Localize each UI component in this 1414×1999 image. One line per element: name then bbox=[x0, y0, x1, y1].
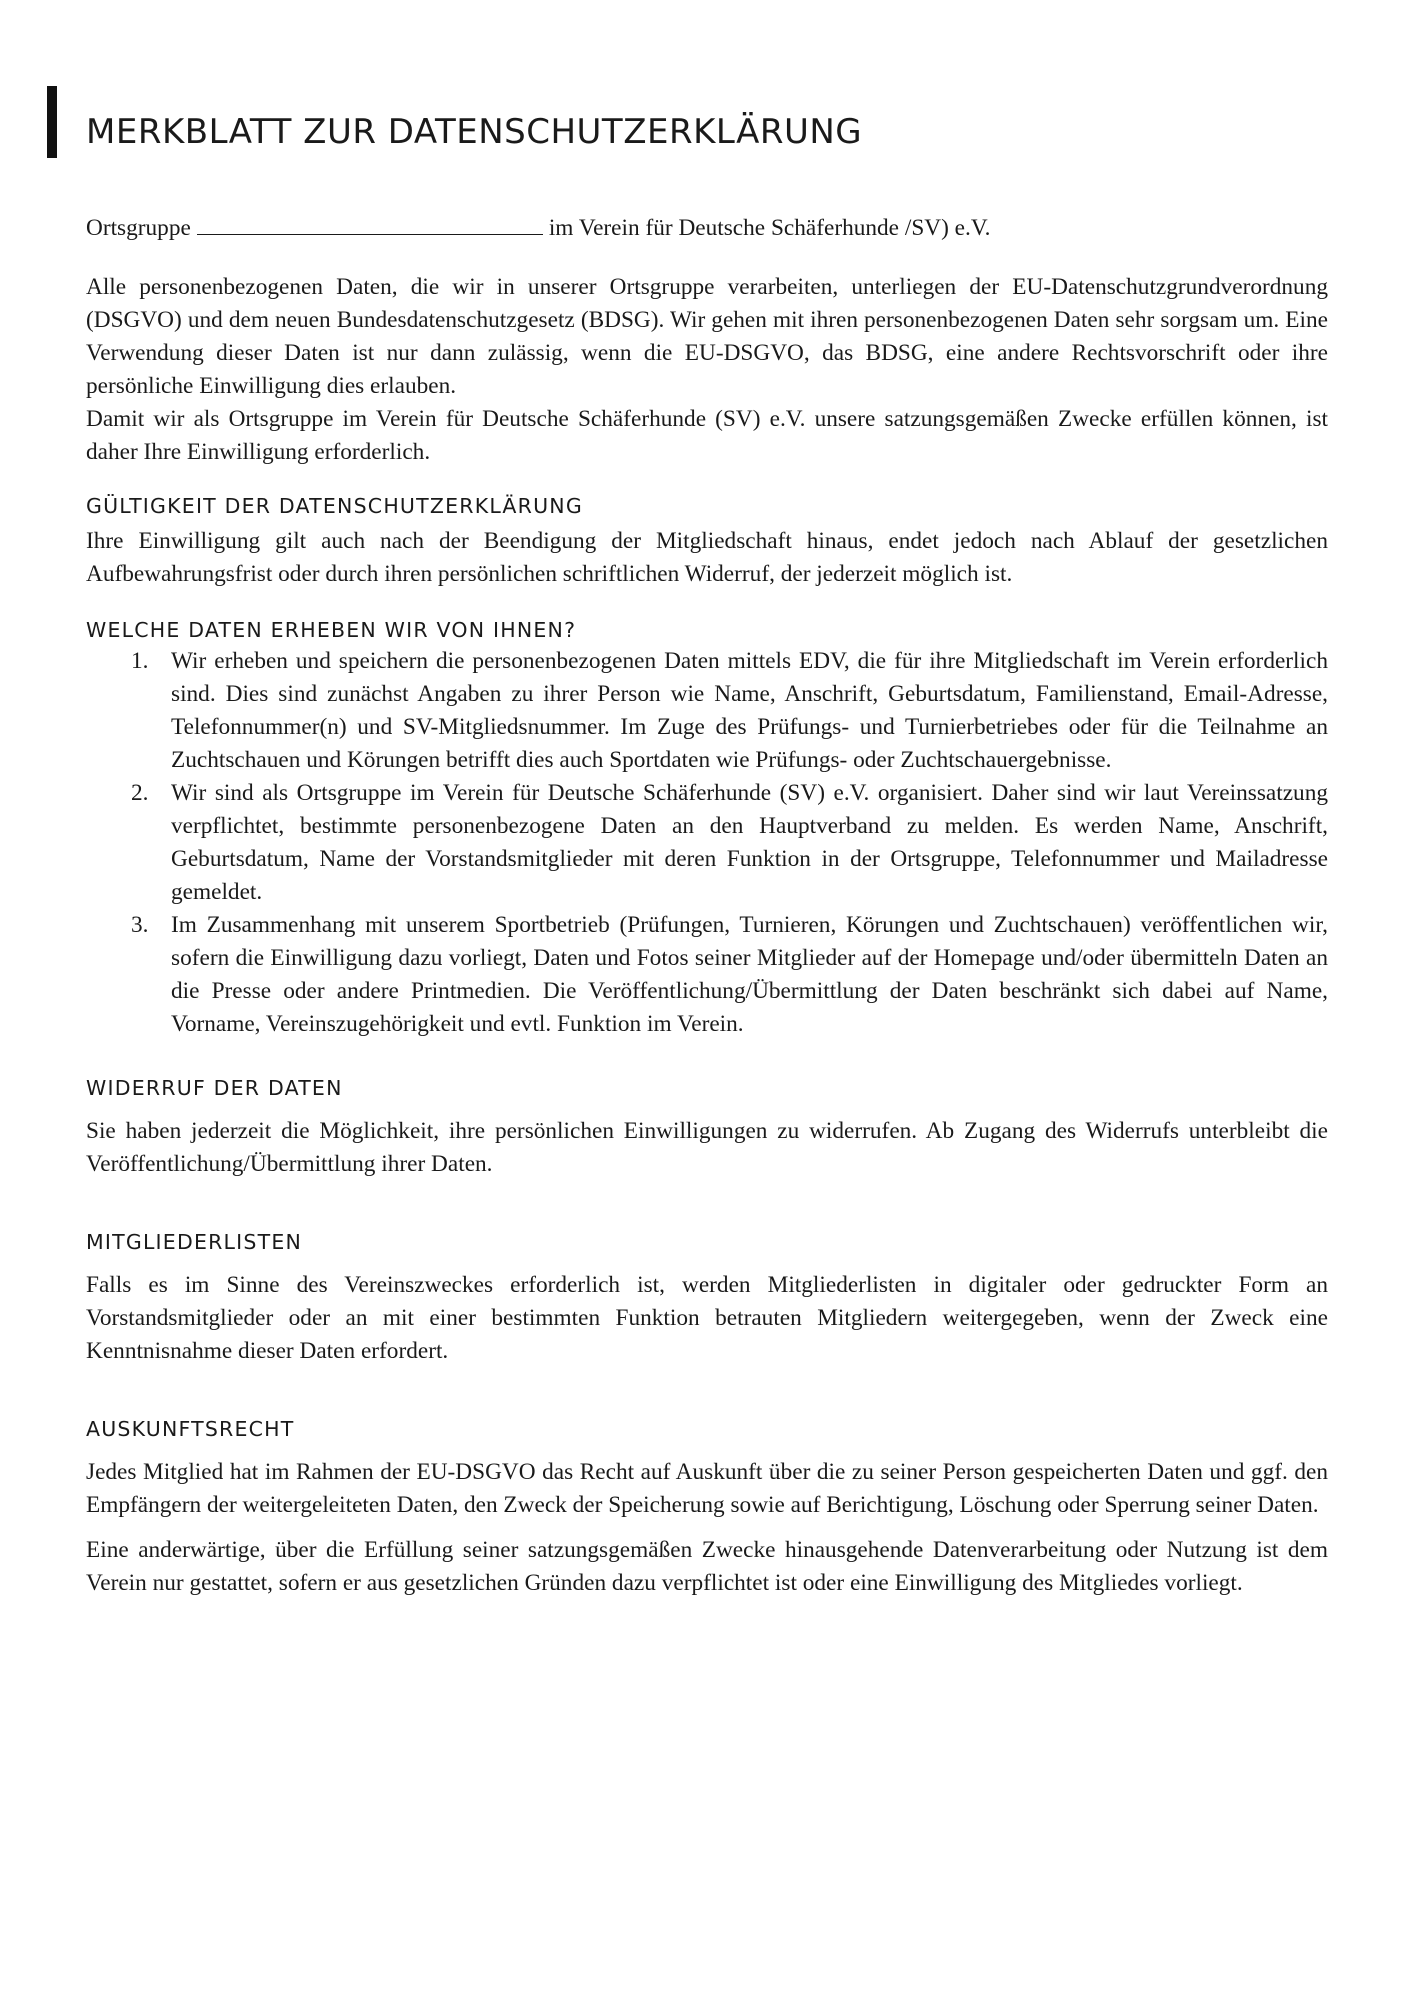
section-heading-welche-daten: WELCHE DATEN ERHEBEN WIR VON IHNEN? bbox=[86, 618, 577, 642]
section-text-auskunftsrecht: Jedes Mitglied hat im Rahmen der EU-DSGVO das Recht auf Auskunft über die zu seiner Person gespeicherten Daten und ggf. den Empfängern der weitergeleiteten Daten, den Zweck der Speicherung sowie auf Berichtigung, Löschung oder Sperrung seiner Daten. bbox=[86, 1459, 1328, 1518]
section-text-auskunftsrecht: Eine anderwärtige, über die Erfüllung seiner satzungsgemäßen Zwecke hinausgehende Datenverarbeitung oder Nutzung ist dem Verein nur gestattet, sofern er aus gesetzlichen Gründen dazu verpflichtet ist oder eine Einwilligung des Mitgliedes vorliegt. bbox=[86, 1537, 1328, 1596]
ortsgruppe-label: Ortsgruppe bbox=[86, 215, 191, 241]
section-text-widerruf: Sie haben jederzeit die Möglichkeit, ihre persönlichen Einwilligungen zu widerrufen. Ab Zugang des Widerrufs unterbleibt die Veröffentlichung/Übermittlung ihrer Daten. bbox=[86, 1118, 1328, 1177]
title-accent-bar bbox=[47, 86, 57, 158]
section-heading-gueltigkeit: GÜLTIGKEIT DER DATENSCHUTZERKLÄRUNG bbox=[86, 494, 583, 518]
data-collection-list bbox=[86, 645, 1328, 1041]
list-item-number: 1. bbox=[131, 648, 149, 674]
list-item bbox=[86, 645, 1328, 777]
ortsgruppe-suffix: im Verein für Deutsche Schäferhunde /SV) e.V. bbox=[548, 215, 991, 241]
intro-paragraph: Damit wir als Ortsgruppe im Verein für Deutsche Schäferhunde (SV) e.V. unsere satzungsgemäßen Zwecke erfüllen können, ist daher Ihre Einwilligung erforderlich. bbox=[86, 406, 1328, 465]
list-item-text: Wir erheben und speichern die personenbezogenen Daten mittels EDV, die für ihre Mitgliedschaft im Verein erforderlich sind. Dies sind zunächst Angaben zu ihrer Person wie Name, Anschrift, Geburtsdatum, Familienstand, Email-Adresse, Telefonnummer(n) und SV-Mitgliedsnummer. Im Zuge des Prüfungs- und Turnierbetriebes oder für die Teilnahme an Zuchtschauen und Körungen betrifft dies auch Sportdaten wie Prüfungs- oder Zuchtschauergebnisse. bbox=[171, 648, 1328, 773]
ortsgruppe-line bbox=[86, 212, 1328, 245]
ortsgruppe-blank-field bbox=[197, 214, 543, 235]
section-text-gueltigkeit: Ihre Einwilligung gilt auch nach der Beendigung der Mitgliedschaft hinaus, endet jedoch nach Ablauf der gesetzlichen Aufbewahrungsfrist oder durch ihren persönlichen schriftlichen Widerruf, der jederzeit möglich ist. bbox=[86, 528, 1328, 587]
section-heading-mitgliederlisten: MITGLIEDERLISTEN bbox=[86, 1230, 303, 1254]
document-body bbox=[86, 212, 1328, 1600]
document-title: MERKBLATT ZUR DATENSCHUTZERKLÄRUNG bbox=[86, 112, 863, 152]
list-item bbox=[86, 909, 1328, 1041]
list-item-number: 3. bbox=[131, 912, 149, 938]
list-item bbox=[86, 777, 1328, 909]
list-item-text: Wir sind als Ortsgruppe im Verein für Deutsche Schäferhunde (SV) e.V. organisiert. Daher sind wir laut Vereinssatzung verpflichtet, bestimmte personenbezogene Daten an den Hauptverband zu melden. Es werden Name, Anschrift, Geburtsdatum, Name der Vorstandsmitglieder mit deren Funktion in der Ortsgruppe, Telefonnummer und Mailadresse gemeldet. bbox=[171, 780, 1328, 905]
section-text-mitgliederlisten: Falls es im Sinne des Vereinszweckes erforderlich ist, werden Mitgliederlisten in digitaler oder gedruckter Form an Vorstandsmitglieder oder an mit einer bestimmten Funktion betrauten Mitgliedern weitergegeben, wenn der Zweck eine Kenntnisnahme dieser Daten erfordert. bbox=[86, 1272, 1328, 1364]
list-item-text: Im Zusammenhang mit unserem Sportbetrieb (Prüfungen, Turnieren, Körungen und Zuchtschauen) veröffentlichen wir, sofern die Einwilligung dazu vorliegt, Daten und Fotos seiner Mitglieder auf der Homepage und/oder übermitteln Daten an die Presse oder andere Printmedien. Die Veröffentlichung/Übermittlung der Daten beschränkt sich dabei auf Name, Vorname, Vereinszugehörigkeit und evtl. Funktion im Verein. bbox=[171, 912, 1328, 1037]
list-item-number: 2. bbox=[131, 780, 149, 806]
intro-paragraph: Alle personenbezogenen Daten, die wir in unserer Ortsgruppe verarbeiten, unterliegen der EU-Datenschutzgrundverordnung (DSGVO) und dem neuen Bundesdatenschutzgesetz (BDSG). Wir gehen mit ihren personenbezogenen Daten sehr sorgsam um. Eine Verwendung dieser Daten ist nur dann zulässig, wenn die EU-DSGVO, das BDSG, eine andere Rechtsvorschrift oder ihre persönliche Einwilligung dies erlauben. bbox=[86, 274, 1328, 399]
section-heading-auskunftsrecht: AUSKUNFTSRECHT bbox=[86, 1417, 295, 1441]
section-heading-widerruf: WIDERRUF DER DATEN bbox=[86, 1076, 343, 1100]
